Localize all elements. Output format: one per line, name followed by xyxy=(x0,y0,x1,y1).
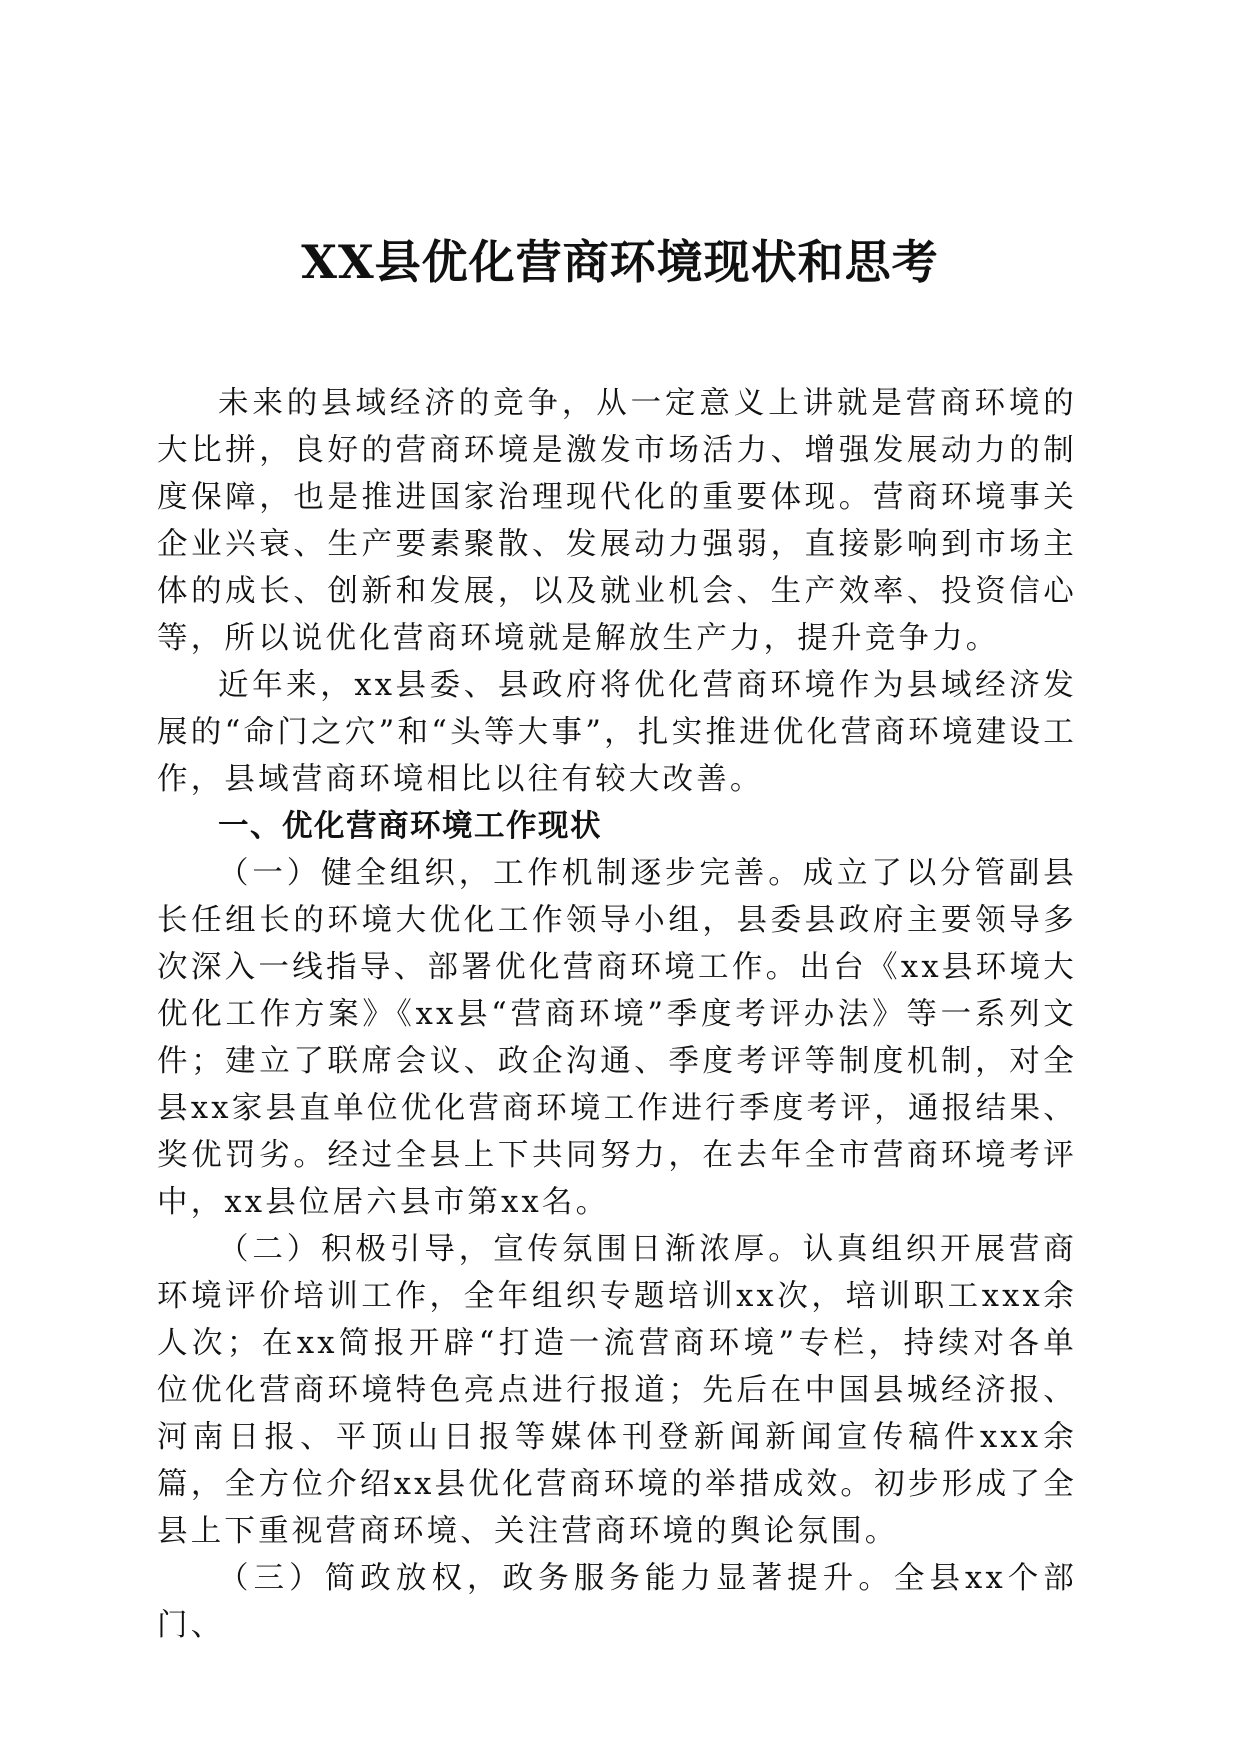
section-heading: 一、优化营商环境工作现状 xyxy=(218,809,602,844)
subsection-paragraph-2: （二）积极引导，宣传氛围日渐浓厚。认真组织开展营商环境评价培训工作，全年组织专题培训xx次，培训职工xxx余人次；在xx简报开辟“打造一流营商环境”专栏，持续对各单位优化营商环境特色亮点进行报道；先后在中国县城经济报、河南日报、平顶山日报等媒体刊登新闻新闻宣传稿件xxx余篇，全方位介绍xx县优化营商环境的举措成效。初步形成了全县上下重视营商环境、关注营商环境的舆论氛围。 xyxy=(157,1232,1077,1549)
document-body xyxy=(157,380,1077,1649)
subsection-paragraph-1: （一）健全组织，工作机制逐步完善。成立了以分管副县长任组长的环境大优化工作领导小组，县委县政府主要领导多次深入一线指导、部署优化营商环境工作。出台《xx县环境大优化工作方案》《xx县“营商环境”季度考评办法》等一系列文件；建立了联席会议、政企沟通、季度考评等制度机制，对全县xx家县直单位优化营商环境工作进行季度考评，通报结果、奖优罚劣。经过全县上下共同努力，在去年全市营商环境考评中，xx县位居六县市第xx名。 xyxy=(157,856,1077,1220)
subsection-paragraph-3: （三）简政放权，政务服务能力显著提升。全县xx个部门、 xyxy=(157,1561,1077,1643)
background-paragraph: 近年来，xx县委、县政府将优化营商环境作为县域经济发展的“命门之穴”和“头等大事”，扎实推进优化营商环境建设工作，县域营商环境相比以往有较大改善。 xyxy=(157,668,1077,797)
document-title: XX县优化营商环境现状和思考 xyxy=(301,235,939,289)
intro-paragraph: 未来的县域经济的竞争，从一定意义上讲就是营商环境的大比拼，良好的营商环境是激发市场活力、增强发展动力的制度保障，也是推进国家治理现代化的重要体现。营商环境事关企业兴衰、生产要素聚散、发展动力强弱，直接影响到市场主体的成长、创新和发展，以及就业机会、生产效率、投资信心等，所以说优化营商环境就是解放生产力，提升竞争力。 xyxy=(157,386,1077,656)
